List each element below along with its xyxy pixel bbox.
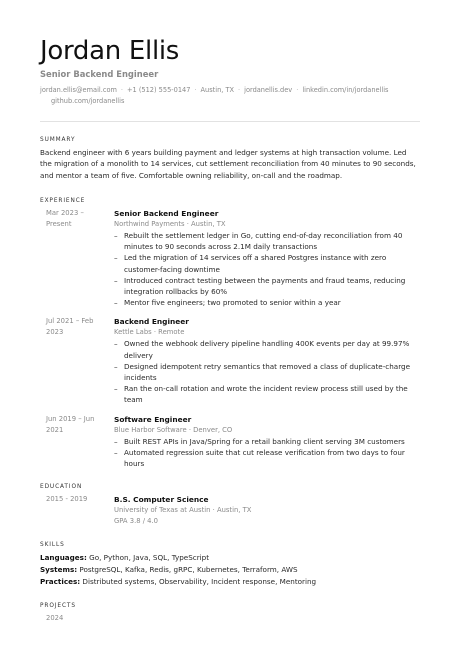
job-dates: [40, 316, 114, 405]
bullet-text: Led the migration of 14 services off a shared Postgres instance with zero customer-facing downtime: [124, 253, 387, 274]
dash-icon: –: [114, 253, 118, 263]
education-dates: 2015 - 2019: [46, 495, 88, 504]
experience-heading: EXPERIENCE: [40, 197, 86, 204]
contact-location: Austin, TX: [200, 86, 234, 94]
separator-dot: ·: [120, 86, 124, 94]
dash-icon: –: [114, 436, 118, 446]
summary-text: Backend engineer with 6 years building payment and ledger systems at high transaction volume. Led the migration of a monolith to 14 services, cut settlement reconciliation from 40 minutes to 90 seconds, and mentor a team of five. Comfortable owning reliability, on-call and the roadmap.: [40, 148, 416, 180]
skills-label: Languages:: [40, 553, 87, 563]
bullet-item: [114, 252, 420, 274]
job-role: Senior Backend Engineer: [114, 208, 219, 218]
dash-icon: –: [114, 339, 118, 349]
summary-section: [40, 136, 420, 181]
dash-icon: –: [114, 361, 118, 371]
bullet-text: Owned the webhook delivery pipeline handling 400K events per day at 99.97% delivery: [124, 339, 410, 360]
job-body: [114, 414, 420, 470]
job-role: Software Engineer: [114, 414, 192, 424]
education-school: University of Texas at Austin · Austin, TX: [114, 506, 252, 515]
experience-section: [40, 197, 420, 469]
separator-dot: ·: [194, 86, 197, 94]
skills-row: [40, 564, 420, 576]
job-entry: [40, 414, 420, 470]
job-role: Backend Engineer: [114, 317, 189, 327]
skills-label: Systems:: [40, 564, 78, 574]
job-dates: [40, 208, 114, 308]
education-degree: B.S. Computer Science: [114, 495, 209, 505]
job-title: Senior Backend Engineer: [40, 69, 159, 79]
job-dates-end: 2023: [46, 328, 64, 337]
summary-heading: SUMMARY: [40, 137, 76, 143]
job-dates-end: 2021: [46, 425, 64, 434]
job-bullets: [114, 338, 420, 405]
bullet-text: Automated regression suite that cut release verification from two days to four hours: [124, 447, 405, 468]
projects-heading: PROJECTS: [40, 602, 76, 609]
job-org: Kettle Labs · Remote: [114, 328, 185, 337]
job-dates-start: Mar 2023 –: [46, 208, 84, 217]
bullet-item: [114, 275, 420, 297]
dash-icon: –: [114, 447, 118, 457]
job-bullets: [114, 230, 420, 308]
education-body: [114, 494, 420, 527]
contact-linkedin[interactable]: linkedin.com/in/jordanellis: [302, 86, 389, 94]
bullet-item: [114, 383, 420, 405]
job-dates-end: Present: [46, 219, 72, 228]
bullet-text: Introduced contract testing between the payments and fraud teams, reducing integration rollbacks by 60%: [124, 275, 406, 296]
job-org: Northwind Payments · Austin, TX: [114, 219, 226, 228]
contact-info: [40, 85, 420, 107]
education-heading: EDUCATION: [40, 484, 83, 491]
bullet-item: [114, 297, 420, 308]
dash-icon: –: [114, 384, 118, 394]
bullet-text: Built REST APIs in Java/Spring for a retail banking client serving 3M customers: [124, 436, 405, 446]
project-year: 2024: [46, 613, 64, 622]
bullet-item: [114, 361, 420, 383]
job-entry: [40, 316, 420, 405]
contact-phone: +1 (512) 555-0147: [127, 86, 191, 94]
bullet-item: [114, 230, 420, 252]
bullet-text: Mentor five engineers; two promoted to senior within a year: [124, 298, 341, 308]
skills-heading: SKILLS: [40, 542, 65, 549]
skills-row: [40, 576, 420, 588]
resume-name: Jordan Ellis: [40, 36, 180, 66]
skills-value: PostgreSQL, Kafka, Redis, gRPC, Kubernetes, Terraform, AWS: [79, 564, 298, 574]
bullet-text: Ran the on-call rotation and wrote the incident review process still used by the team: [124, 384, 408, 405]
job-dates-start: Jul 2021 – Feb: [46, 317, 94, 326]
education-gpa: GPA 3.8 / 4.0: [114, 517, 158, 526]
dash-icon: –: [114, 230, 118, 240]
contact-github[interactable]: github.com/jordanellis: [51, 97, 125, 105]
skills-value: Distributed systems, Observability, Incident response, Mentoring: [82, 576, 317, 586]
bullet-text: Rebuilt the settlement ledger in Go, cutting end-of-day reconciliation from 40 minutes to 90 seconds across 2.1M daily transactions: [124, 230, 403, 252]
job-bullets: [114, 436, 420, 470]
bullet-text: Designed idempotent retry semantics that removed a class of duplicate-charge incidents: [124, 361, 411, 382]
job-body: [114, 208, 420, 308]
skills-label: Practices:: [40, 576, 81, 586]
job-org: Blue Harbor Software · Denver, CO: [114, 425, 233, 434]
education-section: [40, 483, 420, 527]
bullet-item: [114, 436, 420, 447]
separator-dot: ·: [238, 86, 241, 94]
skills-value: Go, Python, Java, SQL, TypeScript: [89, 553, 210, 563]
skills-section: [40, 541, 420, 587]
job-entry: [40, 208, 420, 308]
contact-email[interactable]: jordan.ellis@email.com: [40, 86, 117, 94]
dash-icon: –: [114, 298, 118, 308]
bullet-item: [114, 338, 420, 360]
education-entry: [40, 494, 420, 527]
bullet-item: [114, 447, 420, 469]
projects-section: [40, 602, 420, 624]
separator-dot: ·: [296, 86, 299, 94]
dash-icon: –: [114, 275, 118, 285]
job-dates: [40, 414, 114, 470]
job-dates-start: Jun 2019 – Jun: [46, 414, 95, 423]
header-divider: [40, 121, 420, 122]
job-body: [114, 316, 420, 405]
contact-website[interactable]: jordanellis.dev: [244, 86, 293, 94]
skills-row: [40, 552, 420, 564]
